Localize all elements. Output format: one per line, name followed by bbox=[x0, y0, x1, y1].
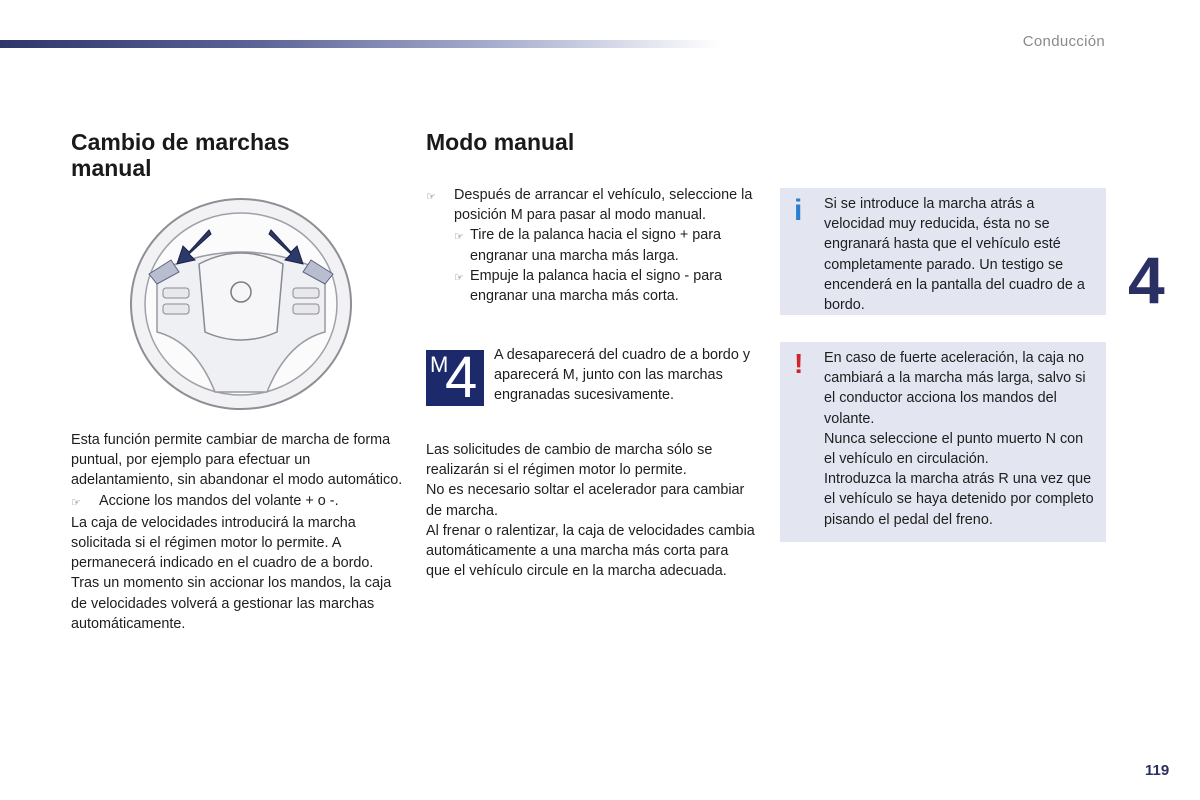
col1-bullet bbox=[71, 491, 406, 513]
header-gradient-bar bbox=[0, 40, 720, 48]
col2-sub-bullet bbox=[426, 266, 756, 306]
steering-wheel-illustration bbox=[127, 192, 355, 412]
col2-note: Al frenar o ralentizar, la caja de velocidades cambia automáticamente a una marcha más corta para que el vehículo circule en la marcha adecuada. bbox=[426, 522, 755, 580]
gear-display-number: 4 bbox=[445, 345, 478, 410]
chapter-number: 4 bbox=[1128, 243, 1165, 317]
page-number: 119 bbox=[1145, 762, 1170, 779]
col2-sub-bullet-text: Empuje la palanca hacia el signo - para engranar una marcha más corta. bbox=[470, 267, 722, 305]
warning-line: Nunca seleccione el punto muerto N con el vehículo en circulación. bbox=[824, 430, 1084, 468]
col2-main-bullet-text: Después de arrancar el vehículo, seleccione la posición M para pasar al modo manual. bbox=[454, 187, 753, 224]
gear-display-icon bbox=[426, 345, 484, 410]
gear-display-description: A desaparecerá del cuadro de a bordo y aparecerá M, junto con las marchas engranadas sucesivamente. bbox=[494, 347, 751, 404]
info-icon: i bbox=[794, 194, 803, 227]
warning-box-text bbox=[824, 348, 1096, 530]
warning-line: En caso de fuerte aceleración, la caja no cambiará a la marcha más larga, salvo si el conductor acciona los mandos del volante. bbox=[824, 350, 1086, 427]
pointer-icon: ☞ bbox=[426, 191, 436, 203]
pointer-icon: ☞ bbox=[454, 271, 464, 284]
warning-icon: ! bbox=[794, 348, 804, 379]
warning-line: Introduzca la marcha atrás R una vez que el vehículo se haya detenido por completo pisando el pedal del freno. bbox=[824, 471, 1094, 528]
col2-note: No es necesario soltar el acelerador para cambiar de marcha. bbox=[426, 482, 745, 519]
col2-sub-bullet bbox=[426, 225, 756, 265]
gear-display-mode: M bbox=[430, 352, 449, 377]
pointer-icon: ☞ bbox=[71, 496, 81, 509]
section-label: Conducción bbox=[1022, 33, 1105, 50]
col2-note: Las solicitudes de cambio de marcha sólo se realizarán si el régimen motor lo permite. bbox=[426, 442, 713, 479]
col2-steps bbox=[426, 185, 756, 306]
col1-intro: Esta función permite cambiar de marcha de forma puntual, por ejemplo para efectuar un adelantamiento, sin abandonar el modo automático. bbox=[71, 432, 403, 489]
col1-bullet-text: Accione los mandos del volante + o -. bbox=[99, 492, 339, 509]
col1-body2: La caja de velocidades introducirá la marcha solicitada si el régimen motor lo permite. A permanecerá indicado en el cuadro de a bordo. bbox=[71, 514, 374, 572]
pointer-icon: ☞ bbox=[454, 231, 464, 244]
col1-body3: Tras un momento sin accionar los mandos, la caja de velocidades volverá a gestionar las marchas automáticamente. bbox=[71, 575, 392, 632]
section-title-manual-shift: Cambio de marchas manual bbox=[71, 129, 290, 181]
info-box bbox=[780, 188, 1106, 315]
warning-box bbox=[780, 342, 1106, 542]
col2-notes bbox=[426, 440, 756, 581]
col1-text bbox=[71, 430, 406, 634]
section-title-manual-mode: Modo manual bbox=[426, 129, 575, 155]
col2-sub-bullet-text: Tire de la palanca hacia el signo + para engranar una marcha más larga. bbox=[470, 227, 722, 264]
info-box-text: Si se introduce la marcha atrás a velocidad muy reducida, ésta no se engranará hasta que el vehículo esté completamente parado. Un testigo se encenderá en la pantalla del cuadro de a bordo. bbox=[824, 196, 1085, 314]
col2-main-bullet bbox=[426, 185, 756, 225]
